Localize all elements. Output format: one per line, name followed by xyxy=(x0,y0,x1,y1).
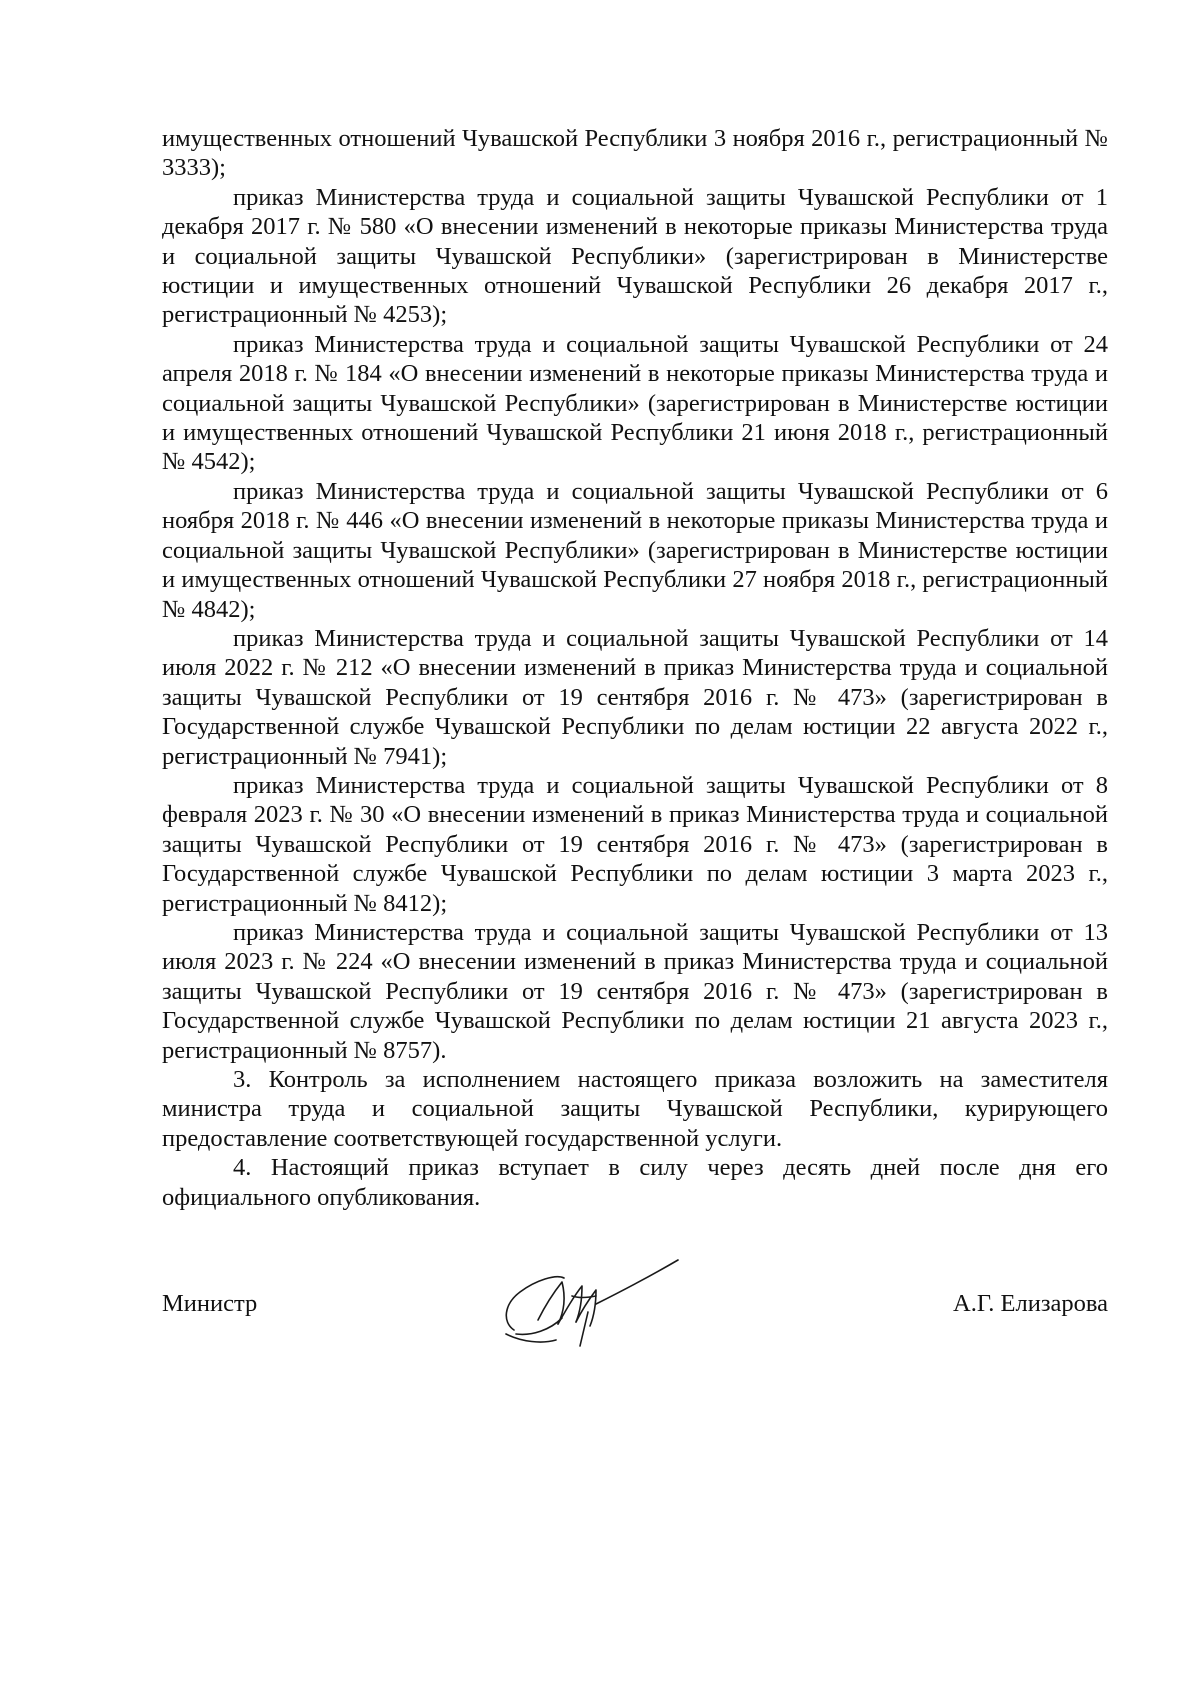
paragraph-order-8757: приказ Министерства труда и социальной защиты Чувашской Республики от 13 июля 2023 г. № 224 «О внесении изменений в приказ Министерства труда и социальной защиты Чувашской Республики от 19 сентября 2016 г. № 473» (зарегистрирован в Государственной службе Чувашской Республики по делам юстиции 21 августа 2023 г., регистрационный № 8757). xyxy=(162,918,1108,1064)
signatory-name: А.Г. Елизарова xyxy=(953,1290,1108,1317)
paragraph-order-7941: приказ Министерства труда и социальной защиты Чувашской Республики от 14 июля 2022 г. № 212 «О внесении изменений в приказ Министерства труда и социальной защиты Чувашской Республики от 19 сентября 2016 г. № 473» (зарегистрирован в Государственной службе Чувашской Республики по делам юстиции 22 августа 2022 г., регистрационный № 7941); xyxy=(162,624,1108,770)
paragraph-effective-date-clause: 4. Настоящий приказ вступает в силу через десять дней после дня его официального опубликования. xyxy=(162,1154,1108,1211)
paragraph-order-4842: приказ Министерства труда и социальной защиты Чувашской Республики от 6 ноября 2018 г. № 446 «О внесении изменений в некоторые приказы Министерства труда и социальной защиты Чувашской Республики» (зарегистрирован в Министерстве юстиции и имущественных отношений Чувашской Республики 27 ноября 2018 г., регистрационный № 4842); xyxy=(162,477,1108,623)
handwritten-signature-mark xyxy=(492,1252,682,1347)
paragraph-order-4542: приказ Министерства труда и социальной защиты Чувашской Республики от 24 апреля 2018 г. № 184 «О внесении изменений в некоторые приказы Министерства труда и социальной защиты Чувашской Республики» (зарегистрирован в Министерстве юстиции и имущественных отношений Чувашской Республики 21 июня 2018 г., регистрационный № 4542); xyxy=(162,330,1108,476)
paragraph-order-8412: приказ Министерства труда и социальной защиты Чувашской Республики от 8 февраля 2023 г. № 30 «О внесении изменений в приказ Министерства труда и социальной защиты Чувашской Республики от 19 сентября 2016 г. № 473» (зарегистрирован в Государственной службе Чувашской Республики по делам юстиции 3 марта 2023 г., регистрационный № 8412); xyxy=(162,771,1108,917)
signatory-title: Министр xyxy=(162,1290,258,1317)
signature-block xyxy=(162,1260,1108,1370)
paragraph-continuation: имущественных отношений Чувашской Республики 3 ноября 2016 г., регистрационный № 3333); xyxy=(162,125,1108,182)
document-body xyxy=(162,124,1108,1212)
paragraph-control-clause: 3. Контроль за исполнением настоящего приказа возложить на заместителя министра труда и социальной защиты Чувашской Республики, курирующего предоставление соответствующей государственной услуги. xyxy=(162,1066,1108,1152)
paragraph-order-4253: приказ Министерства труда и социальной защиты Чувашской Республики от 1 декабря 2017 г. № 580 «О внесении изменений в некоторые приказы Министерства труда и социальной защиты Чувашской Республики» (зарегистрирован в Министерстве юстиции и имущественных отношений Чувашской Республики 26 декабря 2017 г., регистрационный № 4253); xyxy=(162,183,1108,329)
